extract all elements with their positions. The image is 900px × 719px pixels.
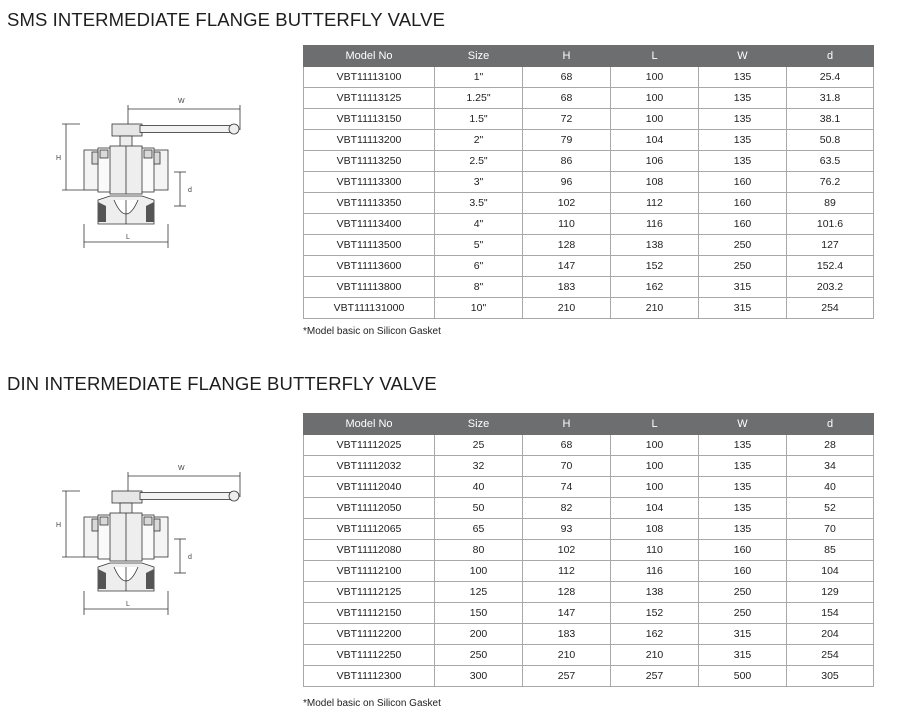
cell-d: 25.4	[787, 67, 874, 88]
cell-l: 210	[611, 645, 699, 666]
cell-model: VBT11112032	[304, 456, 435, 477]
cell-d: 203.2	[787, 277, 874, 298]
cell-w: 250	[699, 603, 787, 624]
cell-size: 2"	[435, 130, 523, 151]
cell-model: VBT111131000	[304, 298, 435, 319]
cell-size: 1.25"	[435, 88, 523, 109]
cell-size: 3.5"	[435, 193, 523, 214]
col-header-l: L	[611, 414, 699, 435]
cell-model: VBT11112050	[304, 498, 435, 519]
cell-w: 135	[699, 88, 787, 109]
cell-l: 162	[611, 624, 699, 645]
cell-model: VBT11112025	[304, 435, 435, 456]
cell-d: 34	[787, 456, 874, 477]
table-row	[304, 151, 874, 172]
col-header-d: d	[787, 414, 874, 435]
table-row	[304, 214, 874, 235]
cell-w: 250	[699, 235, 787, 256]
cell-model: VBT11112300	[304, 666, 435, 687]
cell-size: 3"	[435, 172, 523, 193]
cell-l: 100	[611, 109, 699, 130]
cell-h: 82	[523, 498, 611, 519]
cell-w: 315	[699, 624, 787, 645]
col-header-model: Model No	[304, 414, 435, 435]
cell-h: 68	[523, 435, 611, 456]
cell-l: 104	[611, 130, 699, 151]
cell-w: 135	[699, 435, 787, 456]
cell-model: VBT11112150	[304, 603, 435, 624]
cell-w: 315	[699, 298, 787, 319]
col-header-size: Size	[435, 414, 523, 435]
cell-h: 96	[523, 172, 611, 193]
cell-d: 63.5	[787, 151, 874, 172]
cell-size: 250	[435, 645, 523, 666]
cell-size: 100	[435, 561, 523, 582]
cell-d: 70	[787, 519, 874, 540]
cell-w: 135	[699, 130, 787, 151]
cell-w: 250	[699, 582, 787, 603]
cell-l: 152	[611, 256, 699, 277]
cell-h: 147	[523, 603, 611, 624]
cell-h: 79	[523, 130, 611, 151]
cell-d: 204	[787, 624, 874, 645]
cell-model: VBT11113100	[304, 67, 435, 88]
table-row	[304, 477, 874, 498]
cell-h: 112	[523, 561, 611, 582]
cell-size: 1.5"	[435, 109, 523, 130]
cell-d: 154	[787, 603, 874, 624]
col-header-w: W	[699, 414, 787, 435]
cell-l: 138	[611, 582, 699, 603]
cell-size: 2.5"	[435, 151, 523, 172]
cell-model: VBT11113500	[304, 235, 435, 256]
cell-model: VBT11113300	[304, 172, 435, 193]
cell-h: 128	[523, 235, 611, 256]
cell-model: VBT11112040	[304, 477, 435, 498]
cell-model: VBT11113125	[304, 88, 435, 109]
cell-size: 80	[435, 540, 523, 561]
table-row	[304, 666, 874, 687]
dim-d-label: d	[188, 554, 192, 561]
cell-w: 315	[699, 645, 787, 666]
table-row	[304, 519, 874, 540]
cell-h: 74	[523, 477, 611, 498]
cell-l: 100	[611, 435, 699, 456]
cell-h: 257	[523, 666, 611, 687]
cell-w: 135	[699, 498, 787, 519]
section-title-din: DIN INTERMEDIATE FLANGE BUTTERFLY VALVE	[7, 373, 437, 394]
dim-w-label: W	[178, 98, 185, 105]
cell-model: VBT11113800	[304, 277, 435, 298]
cell-w: 135	[699, 477, 787, 498]
table-row	[304, 435, 874, 456]
cell-l: 112	[611, 193, 699, 214]
cell-d: 127	[787, 235, 874, 256]
dim-l-label: L	[126, 601, 130, 608]
spec-table-sms	[303, 45, 874, 319]
cell-l: 106	[611, 151, 699, 172]
cell-d: 52	[787, 498, 874, 519]
table-row	[304, 109, 874, 130]
dim-w-label: W	[178, 465, 185, 472]
cell-h: 70	[523, 456, 611, 477]
table-header-row	[304, 46, 874, 67]
cell-d: 104	[787, 561, 874, 582]
cell-size: 150	[435, 603, 523, 624]
cell-model: VBT11113200	[304, 130, 435, 151]
cell-l: 100	[611, 456, 699, 477]
cell-h: 210	[523, 298, 611, 319]
cell-w: 500	[699, 666, 787, 687]
cell-model: VBT11112100	[304, 561, 435, 582]
cell-w: 135	[699, 456, 787, 477]
dim-h-label: H	[56, 155, 62, 162]
cell-d: 254	[787, 645, 874, 666]
cell-w: 135	[699, 109, 787, 130]
col-header-l: L	[611, 46, 699, 67]
table-row	[304, 277, 874, 298]
table-row	[304, 456, 874, 477]
table-row	[304, 645, 874, 666]
cell-h: 72	[523, 109, 611, 130]
cell-d: 85	[787, 540, 874, 561]
table-row	[304, 256, 874, 277]
cell-w: 135	[699, 67, 787, 88]
table-row	[304, 624, 874, 645]
cell-w: 160	[699, 172, 787, 193]
cell-model: VBT11113150	[304, 109, 435, 130]
cell-d: 305	[787, 666, 874, 687]
cell-size: 32	[435, 456, 523, 477]
table-row	[304, 88, 874, 109]
cell-w: 160	[699, 193, 787, 214]
cell-l: 162	[611, 277, 699, 298]
cell-d: 129	[787, 582, 874, 603]
cell-w: 160	[699, 540, 787, 561]
table-row	[304, 540, 874, 561]
cell-l: 100	[611, 88, 699, 109]
cell-l: 110	[611, 540, 699, 561]
table-row	[304, 172, 874, 193]
cell-w: 135	[699, 519, 787, 540]
cell-h: 210	[523, 645, 611, 666]
table-row	[304, 235, 874, 256]
cell-l: 100	[611, 477, 699, 498]
cell-w: 250	[699, 256, 787, 277]
cell-size: 125	[435, 582, 523, 603]
cell-l: 100	[611, 67, 699, 88]
cell-h: 93	[523, 519, 611, 540]
cell-size: 4"	[435, 214, 523, 235]
cell-model: VBT11113400	[304, 214, 435, 235]
cell-d: 38.1	[787, 109, 874, 130]
table-row	[304, 498, 874, 519]
cell-l: 138	[611, 235, 699, 256]
valve-drawing-sms	[40, 88, 250, 248]
cell-size: 40	[435, 477, 523, 498]
cell-w: 160	[699, 561, 787, 582]
cell-size: 200	[435, 624, 523, 645]
cell-l: 257	[611, 666, 699, 687]
dim-l-label: L	[126, 234, 130, 241]
cell-d: 76.2	[787, 172, 874, 193]
cell-h: 68	[523, 67, 611, 88]
col-header-h: H	[523, 46, 611, 67]
cell-d: 31.8	[787, 88, 874, 109]
cell-model: VBT11113350	[304, 193, 435, 214]
cell-size: 6"	[435, 256, 523, 277]
cell-d: 89	[787, 193, 874, 214]
col-header-d: d	[787, 46, 874, 67]
cell-h: 183	[523, 277, 611, 298]
cell-l: 116	[611, 214, 699, 235]
dim-d-label: d	[188, 187, 192, 194]
cell-d: 254	[787, 298, 874, 319]
col-header-h: H	[523, 414, 611, 435]
cell-size: 50	[435, 498, 523, 519]
table-row	[304, 130, 874, 151]
cell-h: 102	[523, 193, 611, 214]
cell-l: 152	[611, 603, 699, 624]
cell-l: 210	[611, 298, 699, 319]
cell-model: VBT11112080	[304, 540, 435, 561]
cell-model: VBT11112065	[304, 519, 435, 540]
section-title-sms: SMS INTERMEDIATE FLANGE BUTTERFLY VALVE	[7, 9, 446, 30]
cell-model: VBT11112125	[304, 582, 435, 603]
table-row	[304, 561, 874, 582]
table-header-row	[304, 414, 874, 435]
cell-size: 5"	[435, 235, 523, 256]
cell-l: 108	[611, 172, 699, 193]
table-row	[304, 582, 874, 603]
cell-model: VBT11113250	[304, 151, 435, 172]
table-row	[304, 67, 874, 88]
cell-d: 28	[787, 435, 874, 456]
cell-l: 104	[611, 498, 699, 519]
cell-size: 25	[435, 435, 523, 456]
valve-drawing-din	[40, 455, 250, 615]
cell-d: 101.6	[787, 214, 874, 235]
cell-l: 108	[611, 519, 699, 540]
cell-size: 8"	[435, 277, 523, 298]
cell-size: 10"	[435, 298, 523, 319]
cell-size: 1"	[435, 67, 523, 88]
col-header-size: Size	[435, 46, 523, 67]
cell-d: 50.8	[787, 130, 874, 151]
col-header-model: Model No	[304, 46, 435, 67]
table-row	[304, 193, 874, 214]
spec-table-din	[303, 413, 874, 687]
dim-h-label: H	[56, 522, 62, 529]
cell-w: 135	[699, 151, 787, 172]
cell-size: 300	[435, 666, 523, 687]
col-header-w: W	[699, 46, 787, 67]
cell-h: 102	[523, 540, 611, 561]
cell-l: 116	[611, 561, 699, 582]
cell-h: 68	[523, 88, 611, 109]
cell-model: VBT11112250	[304, 645, 435, 666]
cell-d: 40	[787, 477, 874, 498]
cell-w: 160	[699, 214, 787, 235]
cell-h: 147	[523, 256, 611, 277]
cell-w: 315	[699, 277, 787, 298]
table-row	[304, 603, 874, 624]
cell-model: VBT11112200	[304, 624, 435, 645]
cell-h: 183	[523, 624, 611, 645]
table-row	[304, 298, 874, 319]
cell-model: VBT11113600	[304, 256, 435, 277]
cell-size: 65	[435, 519, 523, 540]
cell-d: 152.4	[787, 256, 874, 277]
cell-h: 86	[523, 151, 611, 172]
footnote-din: *Model basic on Silicon Gasket	[303, 698, 441, 709]
cell-h: 128	[523, 582, 611, 603]
footnote-sms: *Model basic on Silicon Gasket	[303, 326, 441, 337]
cell-h: 110	[523, 214, 611, 235]
